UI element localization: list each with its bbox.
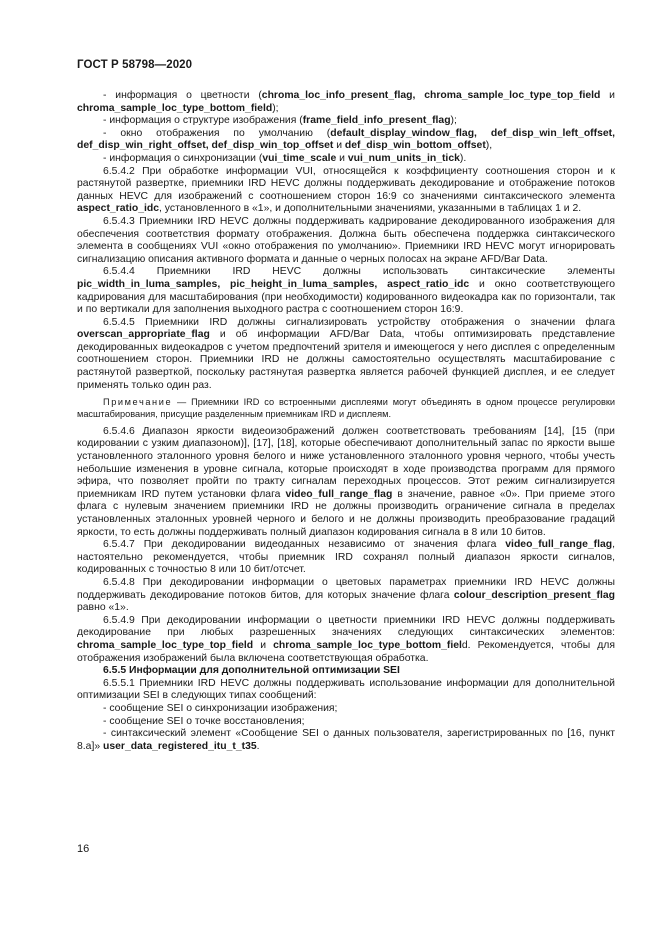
paragraph-6-5-4-3: 6.5.4.3 Приемники IRD HEVC должны поддерживать кадрирование декодированного изображения для обеспечения соответствия формату отображения. Должна быть обеспечена поддержка синтаксического элемента в сообщениях VUI «окно отображения по умолчанию». Приемники IRD HEVC могут игнорировать сигнализацию описания активного формата и данные о черных полосах на экране AFD/Bar Data.	[77, 215, 615, 265]
paragraph-6-5-4-6: 6.5.4.6 Диапазон яркости видеоизображений должен соответствовать требованиям [14], [15 (при кодировании с узким диапазоном)], [17], [18], которые обеспечивают дополнительный запас по яркости выше установленного эталонного уровня белого и ниже установленного эталонного уровня черного, чтобы учесть небольшие изменения в уровне сигнала, которые происходят в ходе производства программ для прямого эфира, что позволяет пройти по тракту сигналам переходных процессов. Этот режим сигнализируется приемникам IRD путем установки флага video_full_range_flag в значение, равное «0». При приеме этого флага с нулевым значением приемники IRD не должны производить ограничение сигнала в пределах установленных эталонных уровней черного и белого и не должны производить преобразование градаций яркости, то есть должны поддерживать полный диапазон кодирования сигнала в 8 или 10 битов.	[77, 425, 616, 538]
paragraph-display-window: - окно отображения по умолчанию (default_display_window_flag, def_disp_win_left_offset, def_disp_win_right_offset, def_disp_win_top_offset и def_disp_win_bottom_offset),	[77, 127, 615, 152]
paragraph-6-5-4-8: 6.5.4.8 При декодировании информации о цветовых параметрах приемники IRD HEVC должны поддерживать декодирование потоков битов, для которых значение флага colour_description_present_flag равно «1».	[77, 576, 615, 614]
paragraph-6-5-4-4: 6.5.4.4 Приемники IRD HEVC должны использовать синтаксические элементы pic_width_in_luma_samples, pic_height_in_luma_samples, aspect_ratio_idc и окно соответствующего кадрирования для масштабирования (при необходимости) кодированного видеокадра как по горизонтали, так и по вертикали для заполнения выходного растра с соотношением сторон 16:9.	[77, 266, 615, 316]
paragraph-6-5-4-7: 6.5.4.7 При декодировании видеоданных независимо от значения флага video_full_range_flag, настоятельно рекомендуется, чтобы приемник IRD сохранял полный диапазон яркости сигналов, кодированных с точностью 8 или 10 бит/отсчет.	[77, 539, 615, 576]
paragraph-timing-info: - информация о синхронизации (vui_time_scale и vui_num_units_in_tick).	[103, 152, 467, 164]
list-item-sei-timing: - сообщение SEI о синхронизации изображения;	[103, 702, 338, 714]
note-label: Примечание	[103, 397, 173, 408]
paragraph-6-5-4-2: 6.5.4.2 При обработке информации VUI, относящейся к коэффициенту соотношения сторон и к растянутой развертке, приемники IRD HEVC должны поддерживать декодирование и отображение потоков данных HEVC для изображений с соотношением сторон 16:9 со значениями синтаксического элемента aspect_ratio_idc, установленного в «1», и дополнительными значениями, указанными в таблицах 1 и 2.	[77, 165, 615, 215]
page-number: 16	[77, 843, 90, 855]
paragraph-frame-structure: - информация о структуре изображения (frame_field_info_present_flag);	[103, 115, 457, 127]
paragraph-6-5-4-5: 6.5.4.5 Приемники IRD должны сигнализировать устройству отображения о значении флага overscan_appropriate_flag и об информации AFD/Bar Data, чтобы оптимизировать представление декодированных видеокадров с учетом предпочтений зрителя и имеющегося у него дисплея с определенным соотношением сторон. Приемники IRD не должны самостоятельно осуществлять масштабирование с растянутой разверткой, поскольку растянутая развертка является рабочей функцией дисплея, и ее следует применять только один раз.	[77, 316, 615, 391]
document-header: ГОСТ Р 58798—2020	[77, 59, 193, 71]
section-heading-6-5-5: 6.5.5 Информации для дополнительной оптимизации SEI	[103, 665, 400, 677]
paragraph-chroma-info: - информация о цветности (chroma_loc_info_present_flag, chroma_sample_loc_type_top_field и chroma_sample_loc_type_bottom_field);	[77, 90, 615, 114]
note: Примечание — Приемники IRD со встроенными дисплеями могут объединять в одном процессе регулировки масштабирования, присущие разделенным приемникам IRD и дисплеям.	[77, 397, 615, 420]
paragraph-6-5-4-9: 6.5.4.9 При декодировании информации о цветности приемники IRD HEVC должны поддерживать декодирование при любых разрешенных значениях следующих синтаксических элементов: chroma_sample_loc_type_top_field и chroma_sample_loc_type_bottom_field. Рекомендуется, чтобы для отображения изображений была включена соответствующая обработка.	[77, 614, 616, 664]
list-item-sei-user-data: - синтаксический элемент «Сообщение SEI о данных пользователя, зарегистрированных по [16, пункт 8.a]» user_data_registered_itu_t_t35.	[77, 728, 615, 752]
paragraph-6-5-5-1: 6.5.5.1 Приемники IRD HEVC должны поддерживать использование информации для дополнительной оптимизации SEI в следующих типах сообщений:	[77, 677, 615, 702]
list-item-sei-recovery: - сообщение SEI о точке восстановления;	[103, 715, 305, 727]
document-body	[77, 90, 615, 753]
